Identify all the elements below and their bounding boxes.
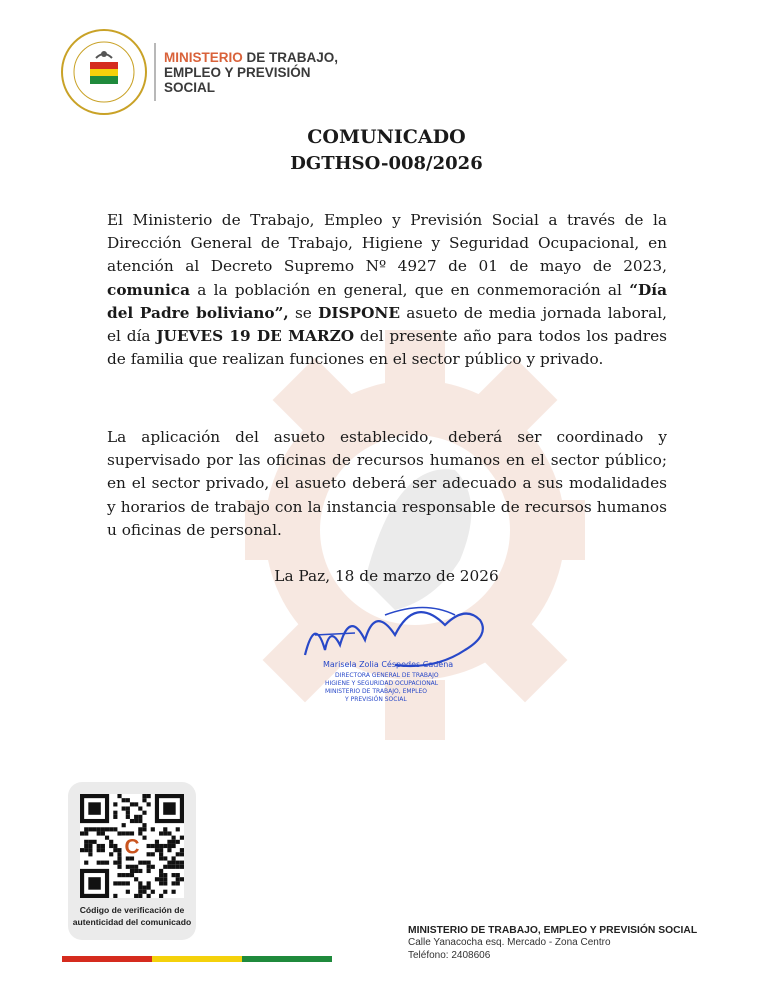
header xyxy=(60,28,338,116)
footer-address: Calle Yanacocha esq. Mercado - Zona Centro xyxy=(408,937,611,948)
qr-logo-mark: C xyxy=(124,835,140,859)
document-code: DGTHSO-008/2026 xyxy=(290,153,483,174)
flag-red-stripe xyxy=(62,956,152,962)
stamp-line3: MINISTERIO DE TRABAJO, EMPLEO xyxy=(325,688,428,695)
qr-caption-line1: Código de verificación de xyxy=(79,905,185,915)
p1-text-e: se xyxy=(288,303,319,322)
footer-ministry-name: MINISTERIO DE TRABAJO, EMPLEO Y PREVISIÓN SOCIAL xyxy=(408,925,698,936)
ministry-line2: EMPLEO Y PREVISIÓN xyxy=(164,64,311,80)
ministry-name xyxy=(164,50,338,95)
p1-holiday-name: “Día del Padre boliviano”, xyxy=(107,280,667,322)
state-seal-icon xyxy=(60,28,148,116)
header-divider xyxy=(154,43,156,101)
stamp-line2: HIGIENE Y SEGURIDAD OCUPACIONAL xyxy=(325,680,439,687)
p1-comunica: comunica xyxy=(107,280,190,299)
flag-bar xyxy=(62,956,332,962)
document-title: COMUNICADO xyxy=(307,126,466,148)
paragraph-1 xyxy=(107,209,667,371)
signature-name: Marisela Zolia Céspedes Cadena xyxy=(323,660,454,669)
footer-phone: Teléfono: 2408606 xyxy=(408,950,491,961)
p1-text-i: del presente año para todos los padres de familia que realizan funciones en el sector público y privado. xyxy=(107,327,667,369)
p1-text-c: a la población en general, que en conmemoración al xyxy=(189,280,630,299)
qr-caption-line2: autenticidad del comunicado xyxy=(72,917,192,927)
qr-code[interactable] xyxy=(80,794,184,898)
p1-dispone: DISPONE xyxy=(318,303,401,322)
qr-verification-card[interactable] xyxy=(68,782,196,940)
flag-yellow-stripe xyxy=(152,956,242,962)
signature-stamp xyxy=(295,595,495,710)
stamp-line1: DIRECTORA GENERAL DE TRABAJO xyxy=(335,672,439,679)
ministry-line1-accent: MINISTERIO xyxy=(164,49,243,65)
ministry-line3: SOCIAL xyxy=(164,79,216,95)
ministry-line1-rest: DE TRABAJO, xyxy=(242,49,339,65)
p1-holiday-date: JUEVES 19 DE MARZO xyxy=(156,327,355,346)
paragraph-2: La aplicación del asueto establecido, deberá ser coordinado y supervisado por las oficinas de recursos humanos en el sector público; en el sector privado, el asueto deberá ser adecuado a sus modalidades y horarios de trabajo con la instancia responsable de recursos humanos u oficinas de personal. xyxy=(107,428,667,539)
footer xyxy=(408,925,697,962)
qr-caption xyxy=(68,904,196,928)
flag-green-stripe xyxy=(242,956,332,962)
p1-text-g: asueto de media jornada laboral, el día xyxy=(107,303,667,346)
place-date: La Paz, 18 de marzo de 2026 xyxy=(274,567,499,585)
stamp-line4: Y PREVISIÓN SOCIAL xyxy=(345,696,407,703)
p1-text-a: El Ministerio de Trabajo, Empleo y Previsión Social a través de la Dirección General de Trabajo, Higiene y Seguridad Ocupacional, en atención al Decreto Supremo Nº 4927 de 01 de mayo de 2023, xyxy=(107,211,667,276)
